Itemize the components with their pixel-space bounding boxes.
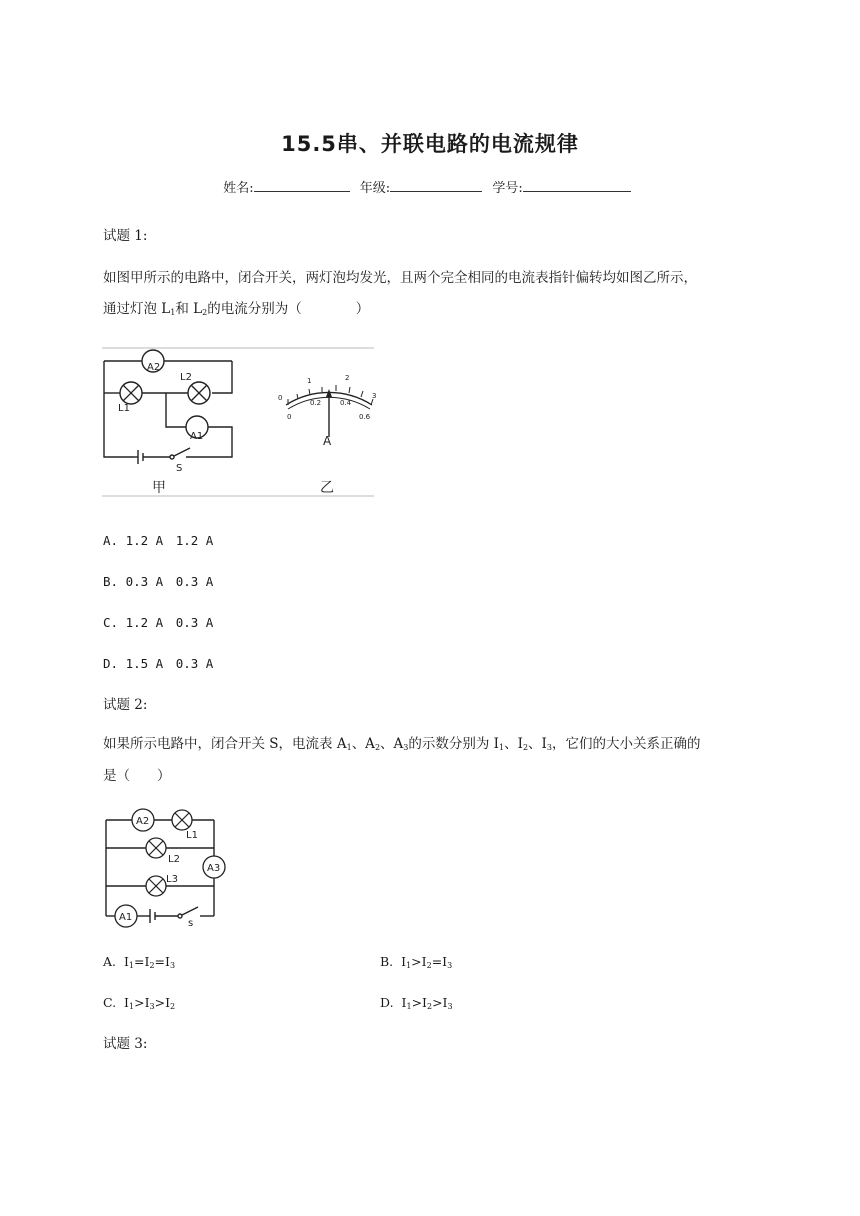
id-field[interactable] — [523, 178, 631, 192]
question-2-figure — [102, 804, 234, 928]
meter-top-tick-label: 0 — [278, 394, 283, 402]
ammeter-dial — [278, 374, 376, 448]
meter-bottom-tick-label: 0.4 — [340, 399, 352, 407]
question-1-option-a[interactable]: A. 1.2 A 1.2 A — [103, 533, 214, 548]
question-2-option-b[interactable]: B. $I_1>I_2=I_3$ — [380, 954, 453, 970]
name-field[interactable] — [254, 178, 350, 192]
question-1-option-c[interactable]: C. 1.2 A 0.3 A — [103, 615, 214, 630]
fig2-label-a3: A3 — [207, 863, 221, 874]
question-3-label: 试题 3: — [103, 1036, 148, 1052]
question-2-option-c[interactable]: C. $I_1>I_3>I_2$ — [103, 995, 176, 1011]
grade-field[interactable] — [390, 178, 482, 192]
question-2-stem-line1: 如果所示电路中，闭合开关 S，电流表 $A_1$、$A_2$、$A_3$的示数分别为 $I_1$、$I_2$、$I_3$，它们的大小关系正确的 — [103, 736, 701, 752]
question-2-option-d[interactable]: D. $I_1>I_2>I_3$ — [380, 995, 453, 1011]
question-1-figure — [102, 345, 376, 501]
fig1-label-l2: L2 — [180, 372, 192, 383]
id-label: 学号: — [492, 181, 523, 196]
meter-bottom-tick-label: 0.2 — [310, 399, 322, 407]
meter-top-tick-label: 2 — [345, 374, 350, 382]
fig1-caption-jia: 甲 — [152, 480, 166, 496]
question-1-label: 试题 1: — [103, 228, 148, 244]
grade-label: 年级: — [359, 181, 391, 196]
page-title: 15.5串、并联电路的电流规律 — [281, 132, 579, 156]
fig2-label-a1: A1 — [119, 912, 133, 923]
fig2-label-l2: L2 — [168, 854, 180, 865]
fig1-label-a1: A1 — [190, 431, 204, 442]
student-info-line — [0, 177, 860, 196]
question-1-option-b[interactable]: B. 0.3 A 0.3 A — [103, 574, 214, 589]
fig2-label-l3: L3 — [166, 874, 178, 885]
question-1-option-d[interactable]: D. 1.5 A 0.3 A — [103, 656, 214, 671]
name-label: 姓名: — [223, 181, 254, 196]
question-1-stem-line2: 通过灯泡 $L_1$和 $L_2$的电流分别为（ ） — [103, 301, 370, 317]
fig2-label-l1: L1 — [186, 830, 198, 841]
question-2-option-a[interactable]: A. $I_1=I_2=I_3$ — [103, 954, 176, 970]
meter-top-tick-label: 3 — [372, 392, 377, 400]
fig2-label-s: s — [188, 918, 194, 929]
fig1-label-s: S — [176, 463, 183, 474]
fig2-label-a2: A2 — [136, 816, 150, 827]
question-1-stem-line1: 如图甲所示的电路中，闭合开关，两灯泡均发光，且两个完全相同的电流表指针偏转均如图乙所示， — [103, 270, 697, 286]
meter-top-tick-label: 1 — [307, 377, 312, 385]
fig1-caption-yi: 乙 — [320, 480, 334, 496]
meter-unit-label: A — [323, 434, 332, 448]
fig1-label-a2: A2 — [147, 362, 161, 373]
question-2-label: 试题 2: — [103, 697, 148, 713]
meter-bottom-tick-label: 0.6 — [359, 413, 371, 421]
meter-bottom-tick-label: 0 — [287, 413, 292, 421]
question-2-stem-line2: 是（ ） — [103, 768, 171, 784]
fig1-label-l1: L1 — [118, 403, 130, 414]
